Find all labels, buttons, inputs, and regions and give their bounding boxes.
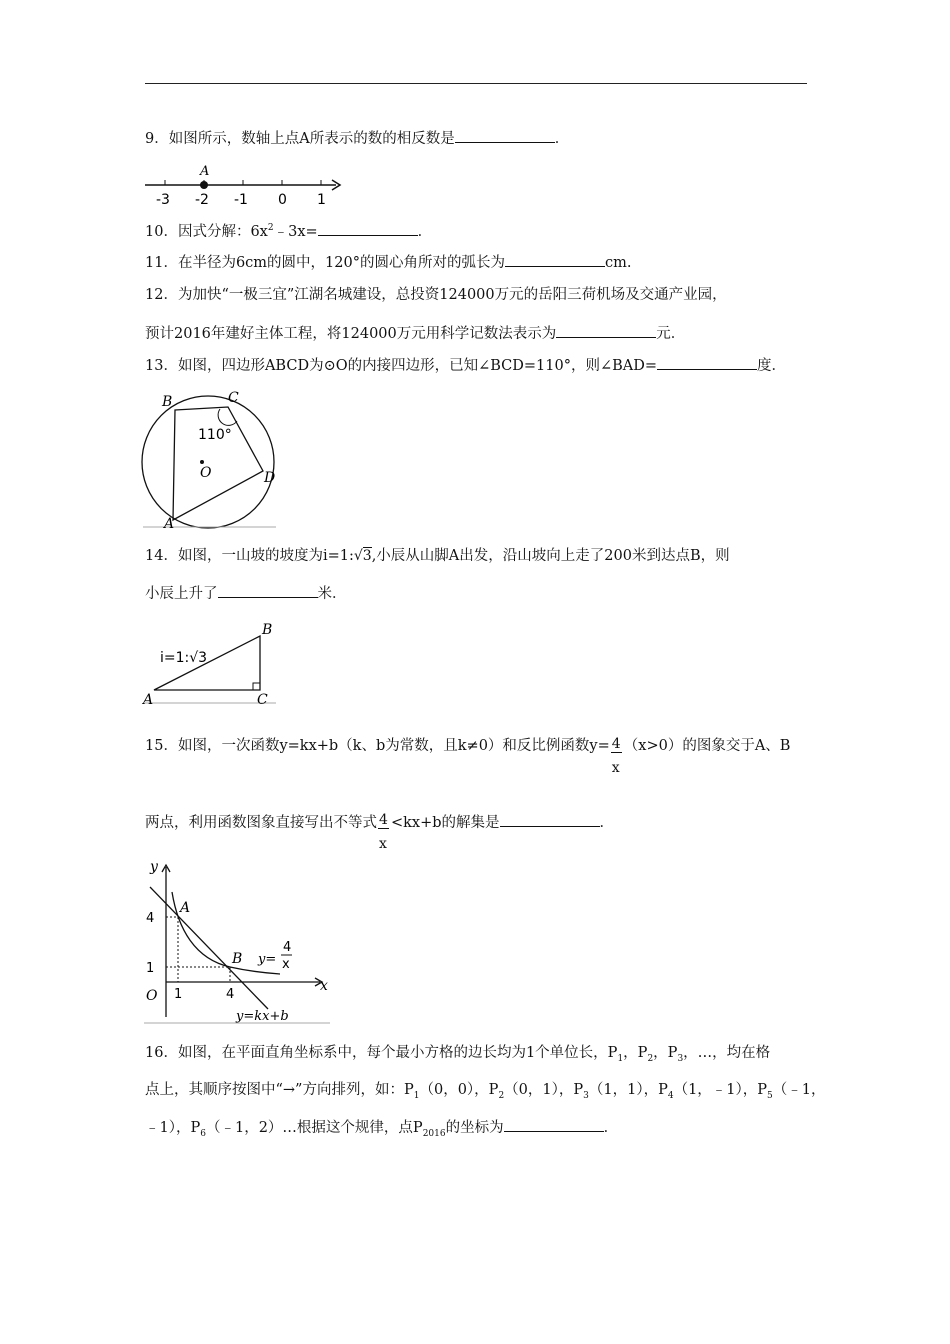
y-axis-label: y [150,859,158,875]
right-angle-mark [253,683,260,690]
label-c: C [228,390,239,406]
q14-text-2: ,小辰从山脚A出发，沿山坡向上走了200米到达点B，则 [371,548,730,564]
label-d: D [264,470,276,486]
q13-blank [657,355,757,370]
fraction-numerator: 4 [379,812,388,828]
q10-suffix: ． [417,223,433,240]
q15-blank [500,812,600,827]
subscript: 6 [200,1128,206,1139]
question-16-line-3 [145,1117,618,1144]
y-tick-label: 1 [146,961,155,976]
question-15-line-1 [145,736,791,776]
number-line-figure [140,160,350,210]
q9-text: 9．如图所示，数轴上点A所表示的数的相反数是 [145,131,455,147]
q16-text: 点上，其顺序按图中“→”方向排列，如：P [145,1082,414,1098]
tick-label: -2 [195,192,209,208]
q16-text: 的坐标为 [445,1120,504,1136]
subscript: 1 [413,1090,420,1101]
sqrt-symbol: √3 [353,548,372,564]
question-14-line-2 [145,583,347,604]
inscribed-quadrilateral-figure [140,385,280,530]
q13-text: 13．如图，四边形ABCD为⊙O的内接四边形，已知∠BCD=110°，则∠BAD= [145,358,658,374]
q13-suffix: 度． [757,358,787,374]
label-b: B [262,622,273,638]
curve-fraction-numerator: 4 [283,940,292,955]
q15-text-2: （x>0）的图象交于A、B [623,738,791,754]
subscript: 2 [498,1090,505,1101]
question-12-line-2 [145,323,685,344]
q16-blank [504,1117,604,1132]
q16-text: （0，1），P [504,1082,584,1098]
label-a: A [164,516,175,530]
question-16-line-2 [145,1080,826,1106]
header-rule [145,83,807,84]
point-a-label: A [180,900,191,916]
x-tick-label: 4 [226,987,235,1002]
curve-label: y= [258,952,277,967]
question-13 [145,355,786,376]
circle-o [142,396,274,528]
question-16-line-1 [145,1043,770,1069]
q16-text: （1，﹣1），P [673,1082,768,1098]
q16-text: ，P [653,1045,678,1061]
q9-blank [455,128,555,143]
question-12-line-1 [145,285,727,305]
q12-blank [556,323,656,338]
slope-figure [140,618,280,710]
fraction-numerator: 4 [611,736,621,752]
q11-text: 11．在半径为6cm的圆中，120°的圆心角所对的弧长为 [145,255,505,271]
fraction [377,812,391,852]
subscript: 2 [647,1053,654,1064]
q14-blank [218,583,318,598]
subscript: 2016 [422,1128,446,1139]
label-b: B [162,394,173,410]
q16-text: ，P [623,1045,648,1061]
q10-text: 10．因式分解：6x [145,223,268,240]
q16-suffix: ． [603,1120,619,1136]
q14-text-3: 小辰上升了 [145,586,218,602]
q14-suffix: 米． [317,586,347,602]
subscript: 3 [583,1090,589,1101]
tick-label: 1 [317,192,326,208]
point-b-label: B [232,951,243,967]
sqrt-radicand: 3 [362,548,372,564]
center-dot [200,460,204,464]
q10-text-mid: ﹣3x= [273,223,318,240]
quadrilateral-abcd [173,407,263,520]
slope-ratio-label: i=1:√3 [160,650,208,666]
q16-text: 16．如图，在平面直角坐标系中，每个最小方格的边长均为1个单位长，P [145,1045,618,1061]
subscript: 1 [617,1053,624,1064]
function-graph-figure [140,857,335,1027]
y-tick-label: 4 [146,911,155,926]
line-label: y=kx+b [236,1009,289,1024]
label-a: A [143,692,154,708]
q15-suffix: ． [599,815,615,831]
origin-label: O [146,988,158,1004]
label-o: O [200,465,212,481]
question-14-line-1 [145,546,730,566]
question-9 [145,128,569,149]
q10-exponent: 2 [267,223,274,233]
q15-text: 15．如图，一次函数y=kx+b（k、b为常数，且k≠0）和反比例函数y= [145,738,610,754]
curve-fraction-denominator: x [282,957,290,972]
tick-label: -3 [156,192,170,208]
question-15-line-2 [145,812,615,852]
point-a-label: A [200,164,210,179]
tick-label: 0 [278,192,287,208]
subscript: 3 [677,1053,684,1064]
point-a-dot [200,181,208,189]
fraction [610,736,624,776]
q16-text: （0，0），P [419,1082,499,1098]
q12-text: 12．为加快“一极三宜”江湖名城建设，总投资124000万元的岳阳三荷机场及交通产业园， [145,287,727,303]
q16-text: （1，1），P [588,1082,668,1098]
angle-label: 110° [198,427,232,443]
question-11 [145,252,631,273]
linear-function-line [150,887,268,1009]
fraction-denominator: x [379,836,387,852]
q15-text-4: <kx+b的解集是 [391,815,500,831]
q16-text: （﹣1， [772,1082,826,1098]
fraction-denominator: x [611,760,620,776]
q11-blank [505,252,605,267]
question-10 [145,218,432,242]
q12-text-2: 预计2016年建好主体工程，将124000万元用科学记数法表示为 [145,326,557,342]
q16-text: ，…，均在格 [683,1045,771,1061]
q9-suffix: ． [554,131,570,147]
x-axis-label: x [320,978,328,994]
tick-label: -1 [234,192,248,208]
q16-text: ﹣1），P [145,1120,201,1136]
subscript: 5 [767,1090,773,1101]
x-tick-label: 1 [174,987,183,1002]
q12-suffix: 元． [656,326,686,342]
q14-text: 14．如图，一山坡的坡度为i=1: [145,548,354,564]
q10-blank [318,221,418,236]
label-c: C [257,692,268,708]
subscript: 4 [667,1090,674,1101]
q15-text-3: 两点，利用函数图象直接写出不等式 [145,815,377,831]
q11-suffix: cm. [604,255,632,271]
q16-text: （﹣1，2）…根据这个规律，点P [205,1120,423,1136]
